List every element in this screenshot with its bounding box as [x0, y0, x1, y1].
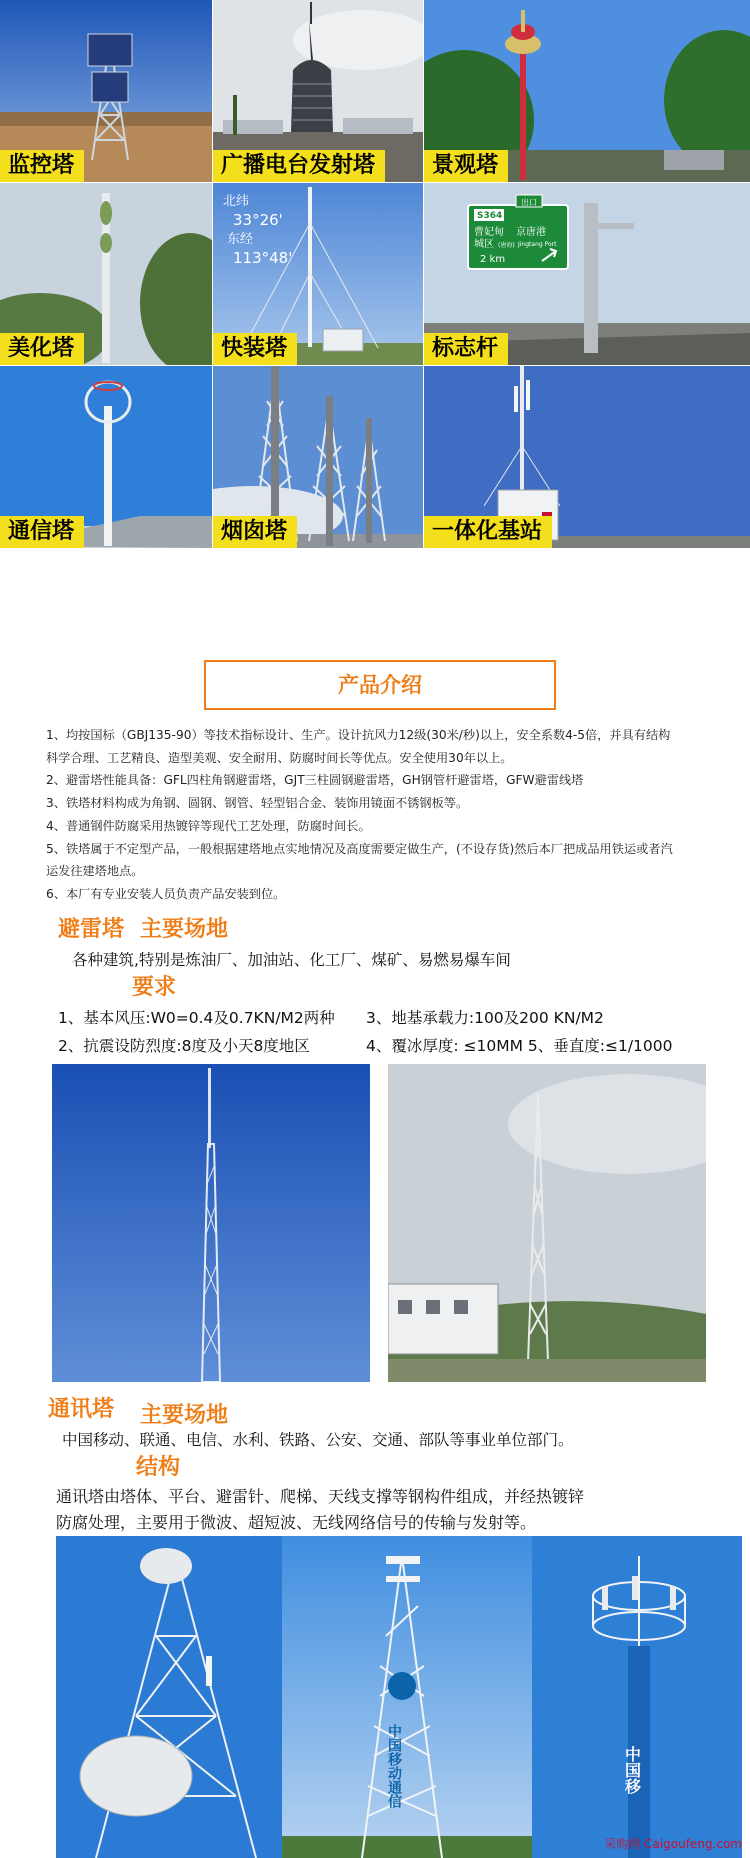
site-watermark: 采购网 Caigoufeng.com	[604, 1837, 742, 1851]
sign-route: S364	[477, 211, 503, 221]
structure-text-1: 通讯塔由塔体、平台、避雷针、爬梯、天线支撑等钢构件组成，并经热镀锌	[56, 1487, 585, 1506]
telecom-tower-photo-1	[56, 1536, 282, 1858]
requirement-4: 4、覆冰厚度: ≤10MM 5、垂直度:≤1/1000	[366, 1037, 673, 1055]
tile-communication-tower[interactable]	[0, 366, 212, 548]
tile-label: 景观塔	[424, 150, 508, 182]
lightning-places-heading: 主要场地	[140, 917, 229, 942]
latitude-value: 33°26'	[233, 211, 283, 229]
requirement-2: 2、抗震设防烈度:8度及小天8度地区	[58, 1037, 310, 1055]
telecom-tower-heading: 通讯塔	[48, 1397, 115, 1422]
telecom-places-text: 中国移动、联通、电信、水利、铁路、公安、交通、部队等事业单位部门。	[62, 1431, 574, 1449]
latitude-label: 北纬	[223, 194, 250, 209]
tile-quick-install-tower[interactable]	[213, 183, 423, 365]
china-mobile-text: 中国移	[622, 1746, 642, 1794]
requirements-heading: 要求	[132, 975, 177, 1000]
product-intro-title: 产品介绍	[204, 660, 556, 710]
tile-label: 标志杆	[424, 333, 508, 365]
lightning-tower-heading: 避雷塔	[58, 917, 125, 942]
sign-dest-3: 城区	[474, 239, 494, 250]
sign-dest-2: 京唐港	[516, 227, 546, 238]
tile-label: 通信塔	[0, 516, 84, 548]
china-mobile-text: 中国移动通信	[386, 1724, 402, 1808]
requirement-3: 3、地基承载力:100及200 KN/M2	[366, 1009, 604, 1027]
telecom-tower-photo-2	[282, 1536, 532, 1858]
structure-heading: 结构	[136, 1455, 181, 1480]
intro-line: 6、本厂有专业安装人员负责产品安装到位。	[46, 886, 286, 901]
lightning-places-text: 各种建筑,特别是炼油厂、加油站、化工厂、煤矿、易燃易爆车间	[72, 951, 511, 969]
lightning-tower-photo-2	[388, 1064, 706, 1382]
product-photo-grid	[0, 0, 750, 648]
sign-exit-text: 出口	[521, 198, 537, 207]
tile-label: 一体化基站	[424, 516, 552, 548]
tile-sign-pole[interactable]	[424, 183, 750, 365]
intro-line: 4、普通钢件防腐采用热镀锌等现代工艺处理，防腐时间长。	[46, 818, 371, 833]
product-intro-list	[46, 724, 726, 906]
requirement-1: 1、基本风压:W0=0.4及0.7KN/M2两种	[58, 1009, 335, 1027]
sign-dest-4: Jingtang Port	[518, 241, 557, 248]
lightning-tower-photo-1	[52, 1064, 370, 1382]
telecom-tower-photo-3	[532, 1536, 742, 1858]
tile-chimney-tower[interactable]	[213, 366, 423, 548]
sign-dest-3-sub: (唐海)	[498, 242, 515, 249]
intro-line: 1、均按国标（GBJ135-90）等技术指标设计、生产。设计抗风力12级(30米/秒)以上，安全系数4-5倍，并具有结构	[46, 728, 671, 742]
longitude-value: 113°48'	[233, 249, 293, 267]
tile-label: 烟囱塔	[213, 516, 297, 548]
tile-label: 广播电台发射塔	[213, 150, 385, 182]
tile-broadcast-tower[interactable]	[213, 0, 423, 182]
intro-line: 运发往建塔地点。	[46, 864, 144, 879]
intro-line: 2、避雷塔性能具备：GFL四柱角钢避雷塔，GJT三柱圆钢避雷塔，GH钢管杆避雷塔，GFW避雷线塔	[46, 773, 584, 788]
tile-integrated-base-station[interactable]	[424, 366, 750, 548]
tile-camouflage-tower[interactable]	[0, 183, 212, 365]
sign-distance: 2 km	[480, 254, 506, 265]
tile-label: 快装塔	[213, 333, 297, 365]
tile-label: 监控塔	[0, 150, 84, 182]
intro-line: 5、铁塔属于不定型产品，一般根据建塔地点实地情况及高度需要定做生产，(不设存货)然后本厂把成品用铁运或者汽	[46, 841, 673, 856]
tile-landscape-tower[interactable]	[424, 0, 750, 182]
longitude-label: 东经	[227, 232, 254, 247]
sign-dest-1: 曹妃甸	[474, 227, 504, 238]
intro-line: 科学合理、工艺精良、造型美观、安全耐用、防腐时间长等优点。安全使用30年以上。	[46, 750, 513, 765]
telecom-places-heading: 主要场地	[140, 1403, 229, 1428]
structure-text-2: 防腐处理，主要用于微波、超短波、无线网络信号的传输与发射等。	[56, 1513, 537, 1532]
tile-monitoring-tower[interactable]	[0, 0, 212, 182]
tile-label: 美化塔	[0, 333, 84, 365]
intro-line: 3、铁塔材料构成为角钢、圆钢、钢管、轻型铝合金、装饰用镜面不锈钢板等。	[46, 796, 469, 811]
